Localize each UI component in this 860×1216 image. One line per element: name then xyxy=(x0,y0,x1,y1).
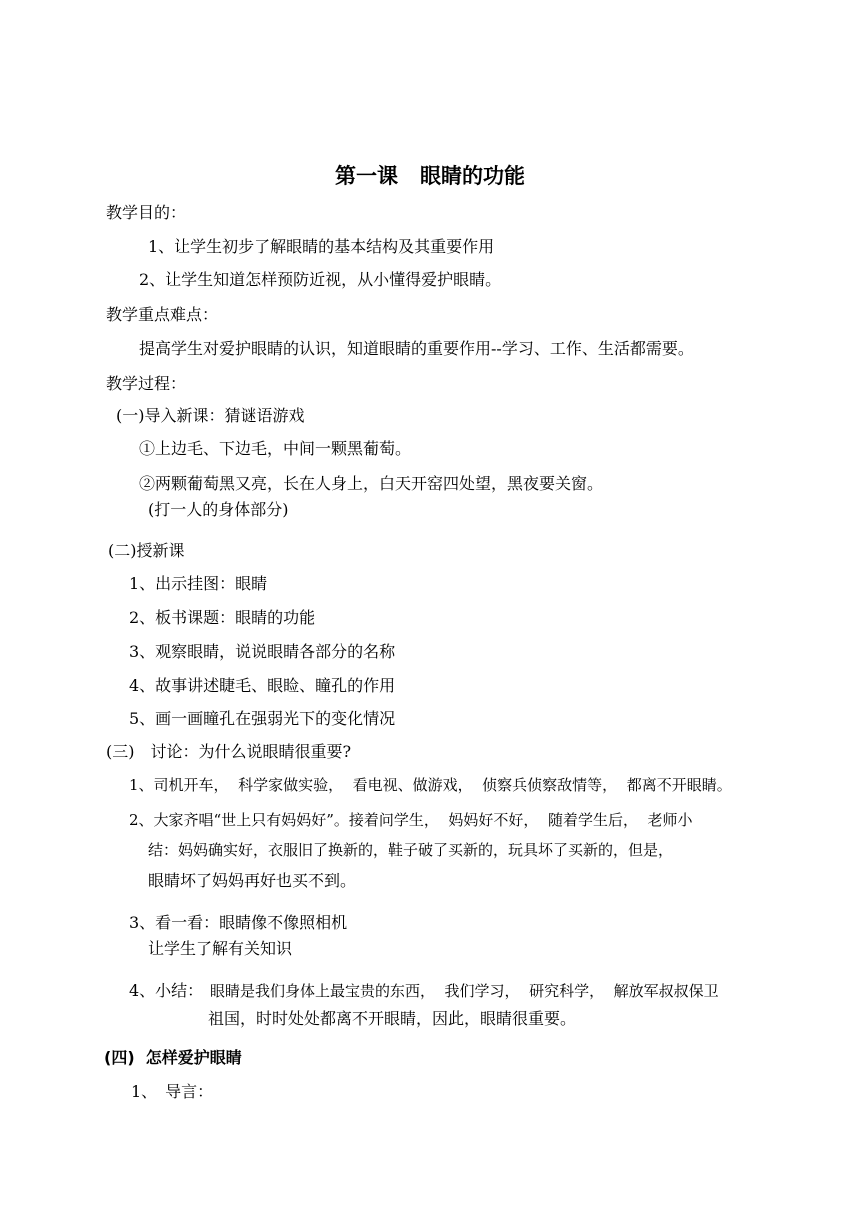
section2-heading: (二)授新课 xyxy=(108,541,185,560)
key-text: 提高学生对爱护眼睛的认识，知道眼睛的重要作用--学习、工作、生活都需要。 xyxy=(139,339,694,358)
riddle-hint: (打一人的身体部分) xyxy=(148,500,289,519)
section3-item-3-line-1: 3、看一看：眼睛像不像照相机 xyxy=(129,913,348,932)
section2-item-3: 3、观察眼睛，说说眼睛各部分的名称 xyxy=(129,642,396,661)
section2-item-5: 5、画一画瞳孔在强弱光下的变化情况 xyxy=(129,709,396,728)
section3-heading: (三) 讨论：为什么说眼睛很重要? xyxy=(106,742,352,761)
goals-heading: 教学目的： xyxy=(106,203,187,222)
section3-item-3-line-2: 让学生了解有关知识 xyxy=(148,939,293,958)
section3-item-1: 1、司机开车， 科学家做实验， 看电视、做游戏， 侦察兵侦察敌情等， 都离不开眼睛。 xyxy=(129,776,732,794)
key-heading: 教学重点难点： xyxy=(106,305,219,324)
section2-item-4: 4、故事讲述睫毛、眼睑、瞳孔的作用 xyxy=(129,676,396,695)
section3-item-2-line-2: 结：妈妈确实好，衣服旧了换新的，鞋子破了买新的，玩具坏了买新的，但是， xyxy=(148,841,674,859)
section3-item-2-line-3: 眼睛坏了妈妈再好也买不到。 xyxy=(148,871,357,890)
section4-heading: (四) 怎样爱护眼睛 xyxy=(104,1048,242,1067)
page-title xyxy=(0,162,860,190)
section3-item-4-label: 4、小结： xyxy=(129,981,204,1000)
riddle-2: ②两颗葡萄黑又亮，长在人身上，白天开窑四处望，黑夜要关窗。 xyxy=(139,474,604,493)
process-heading: 教学过程： xyxy=(106,374,187,393)
section1-heading: (一)导入新课：猜谜语游戏 xyxy=(116,406,305,425)
section2-item-2: 2、板书课题：眼睛的功能 xyxy=(129,608,316,627)
section3-item-2-line-1: 2、大家齐唱“世上只有妈妈好”。接着问学生， 妈妈好不好， 随着学生后， 老师小 xyxy=(129,811,693,829)
section4-item-1: 1、 导言： xyxy=(131,1082,214,1101)
title-prefix: 第一课 xyxy=(335,164,398,188)
goal-item-1: 1、让学生初步了解眼睛的基本结构及其重要作用 xyxy=(148,237,495,256)
goal-item-2: 2、让学生知道怎样预防近视，从小懂得爱护眼睛。 xyxy=(139,270,502,289)
section3-item-4-line-1: 眼睛是我们身体上最宝贵的东西， 我们学习， 研究科学， 解放军叔叔保卫 xyxy=(210,982,719,1000)
riddle-1: ①上边毛、下边毛，中间一颗黑葡萄。 xyxy=(139,439,412,458)
section3-item-4-line-2: 祖国，时时处处都离不开眼睛，因此，眼睛很重要。 xyxy=(208,1009,577,1028)
title-main: 眼睛的功能 xyxy=(420,164,525,188)
section2-item-1: 1、出示挂图：眼睛 xyxy=(129,574,268,593)
